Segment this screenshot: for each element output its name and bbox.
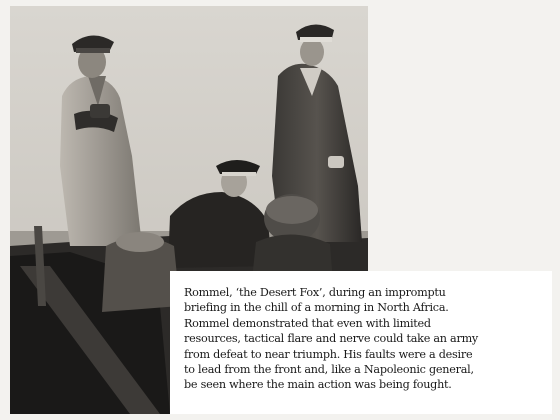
caption-line: to lead from the front and, like a Napoleonic general,	[184, 363, 474, 377]
soldier-foreground	[102, 232, 180, 312]
photo-caption	[184, 285, 542, 393]
caption-line: from defeat to near triumph. His faults were a desire	[184, 347, 473, 361]
caption-line: Rommel demonstrated that even with limited	[184, 316, 431, 330]
caption-line: resources, tactical flare and nerve could take an army	[184, 332, 478, 346]
caption-box	[170, 271, 552, 414]
caption-line: briefing in the chill of a morning in North Africa.	[184, 301, 449, 315]
caption-line: Rommel, ‘the Desert Fox’, during an impromptu	[184, 286, 446, 299]
caption-line: be seen where the main action was being fought.	[184, 378, 452, 392]
